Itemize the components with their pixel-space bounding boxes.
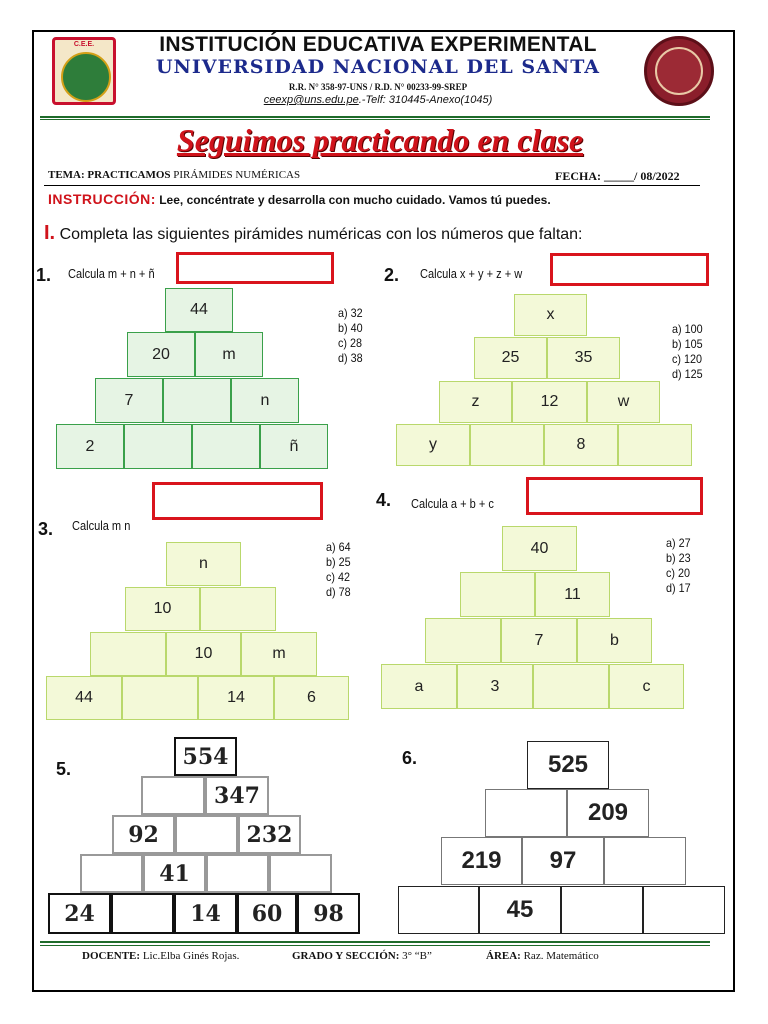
p4-cell: 40: [502, 526, 577, 571]
p4-cell: 11: [535, 572, 610, 617]
p5-cell: 14: [174, 893, 237, 934]
footer-rule: [40, 941, 710, 943]
university-seal: [644, 36, 714, 106]
tema-line: TEMA: PRACTICAMOS PIRÁMIDES NUMÉRICAS: [48, 169, 301, 181]
p1-cell: [124, 424, 192, 469]
problem-3-options: a) 64 b) 25 c) 42 d) 78: [326, 540, 351, 599]
p5-cell: 347: [205, 776, 269, 815]
problem-3-prompt: Calcula m n: [72, 518, 131, 533]
p4-cell: a: [381, 664, 457, 709]
problem-4-number: 4.: [376, 490, 392, 510]
contact-line: ceexp@uns.edu.pe.-Telf: 310445-Anexo(1045): [263, 94, 493, 106]
problem-3-number: 3.: [38, 519, 54, 539]
header-rule: [40, 116, 710, 118]
resolution-text: R.R. N° 358-97-UNS / R.D. N° 00233-99-SREP: [288, 82, 468, 92]
fecha-line: FECHA: _____/ 08/2022: [555, 169, 680, 183]
p5-cell: [141, 776, 205, 815]
p5-cell: 41: [143, 854, 206, 893]
p3-cell: 44: [46, 676, 122, 720]
p1-cell: 20: [127, 332, 195, 377]
p6-cell: [604, 837, 686, 885]
p3-cell: [90, 632, 166, 676]
problem-4-prompt: Calcula a + b + c: [411, 496, 494, 511]
p1-cell: m: [195, 332, 263, 377]
p6-cell: [398, 886, 479, 934]
p6-cell: [643, 886, 725, 934]
problem-4-options: a) 27 b) 23 c) 20 d) 17: [666, 536, 691, 595]
p5-cell: 554: [174, 737, 237, 776]
header-rule-thin: [40, 119, 710, 120]
problem-3-answer-box[interactable]: [152, 482, 323, 520]
problem-1-options: a) 32 b) 40 c) 28 d) 38: [338, 306, 363, 365]
footer-area: ÁREA: Raz. Matemático: [486, 950, 599, 962]
institution-name: INSTITUCIÓN EDUCATIVA EXPERIMENTAL: [159, 33, 597, 56]
p4-cell: [460, 572, 535, 617]
footer-docente: DOCENTE: Lic.Elba Ginés Rojas.: [82, 950, 240, 962]
school-logo: [52, 37, 116, 105]
p6-cell: 525: [527, 741, 609, 789]
p5-cell: [206, 854, 269, 893]
p2-cell: [618, 424, 692, 466]
p2-cell: y: [396, 424, 470, 466]
worksheet-title: Seguimos practicando en clase: [176, 122, 584, 158]
problem-1-number: 1.: [36, 265, 52, 285]
p1-cell: n: [231, 378, 299, 423]
p5-cell: [175, 815, 238, 854]
p6-cell: 219: [441, 837, 522, 885]
problem-1-prompt: Calcula m + n + ñ: [68, 266, 155, 281]
problem-2-prompt: Calcula x + y + z + w: [420, 266, 523, 281]
p2-cell: 12: [512, 381, 587, 423]
p5-cell: 92: [112, 815, 175, 854]
section-heading: I. Completa las siguientes pirámides numéricas con los números que faltan:: [44, 222, 583, 244]
problem-2-answer-box[interactable]: [550, 253, 709, 286]
p2-cell: x: [514, 294, 587, 336]
p4-cell: [533, 664, 609, 709]
p5-cell: [80, 854, 143, 893]
problem-2-number: 2.: [384, 265, 400, 285]
p3-cell: 10: [125, 587, 200, 631]
p3-cell: 6: [274, 676, 349, 720]
problem-4-answer-box[interactable]: [526, 477, 703, 515]
p3-cell: 10: [166, 632, 241, 676]
p4-cell: b: [577, 618, 652, 663]
problem-6-number: 6.: [402, 748, 418, 768]
p2-cell: 8: [544, 424, 618, 466]
tema-rule: [44, 185, 700, 186]
p1-cell: [192, 424, 260, 469]
p3-cell: n: [166, 542, 241, 586]
p3-cell: 14: [198, 676, 274, 720]
footer-grado: GRADO Y SECCIÓN: 3° “B”: [292, 950, 432, 962]
p3-cell: [122, 676, 198, 720]
p5-cell: 232: [238, 815, 301, 854]
p2-cell: z: [439, 381, 512, 423]
instruction: INSTRUCCIÓN: Lee, concéntrate y desarrolla con mucho cuidado. Vamos tú puedes.: [48, 191, 551, 207]
p1-cell: 7: [95, 378, 163, 423]
p3-cell: m: [241, 632, 317, 676]
p1-cell: ñ: [260, 424, 328, 469]
p2-cell: 35: [547, 337, 620, 379]
p1-cell: 44: [165, 288, 233, 332]
problem-5-number: 5.: [56, 759, 72, 779]
p6-cell: 45: [479, 886, 561, 934]
p4-cell: 7: [501, 618, 577, 663]
p5-cell: 24: [48, 893, 111, 934]
p3-cell: [200, 587, 276, 631]
p5-cell: 60: [237, 893, 297, 934]
logo-emblem: [61, 52, 111, 102]
p6-cell: [485, 789, 567, 837]
p2-cell: [470, 424, 544, 466]
p4-cell: c: [609, 664, 684, 709]
p6-cell: [561, 886, 643, 934]
footer-rule-thin: [40, 945, 710, 946]
p6-cell: 97: [522, 837, 604, 885]
p5-cell: 98: [297, 893, 360, 934]
p2-cell: 25: [474, 337, 547, 379]
p4-cell: 3: [457, 664, 533, 709]
logo-text: C.E.E.: [73, 41, 95, 48]
p4-cell: [425, 618, 501, 663]
p5-cell: [111, 893, 174, 934]
problem-1-answer-box[interactable]: [176, 252, 334, 284]
p6-cell: 209: [567, 789, 649, 837]
p2-cell: w: [587, 381, 660, 423]
p5-cell: [269, 854, 332, 893]
p1-cell: 2: [56, 424, 124, 469]
p1-cell: [163, 378, 231, 423]
contact-email[interactable]: ceexp@uns.edu.pe: [263, 94, 359, 106]
problem-2-options: a) 100 b) 105 c) 120 d) 125: [672, 322, 703, 381]
university-name: UNIVERSIDAD NACIONAL DEL SANTA: [155, 56, 601, 78]
